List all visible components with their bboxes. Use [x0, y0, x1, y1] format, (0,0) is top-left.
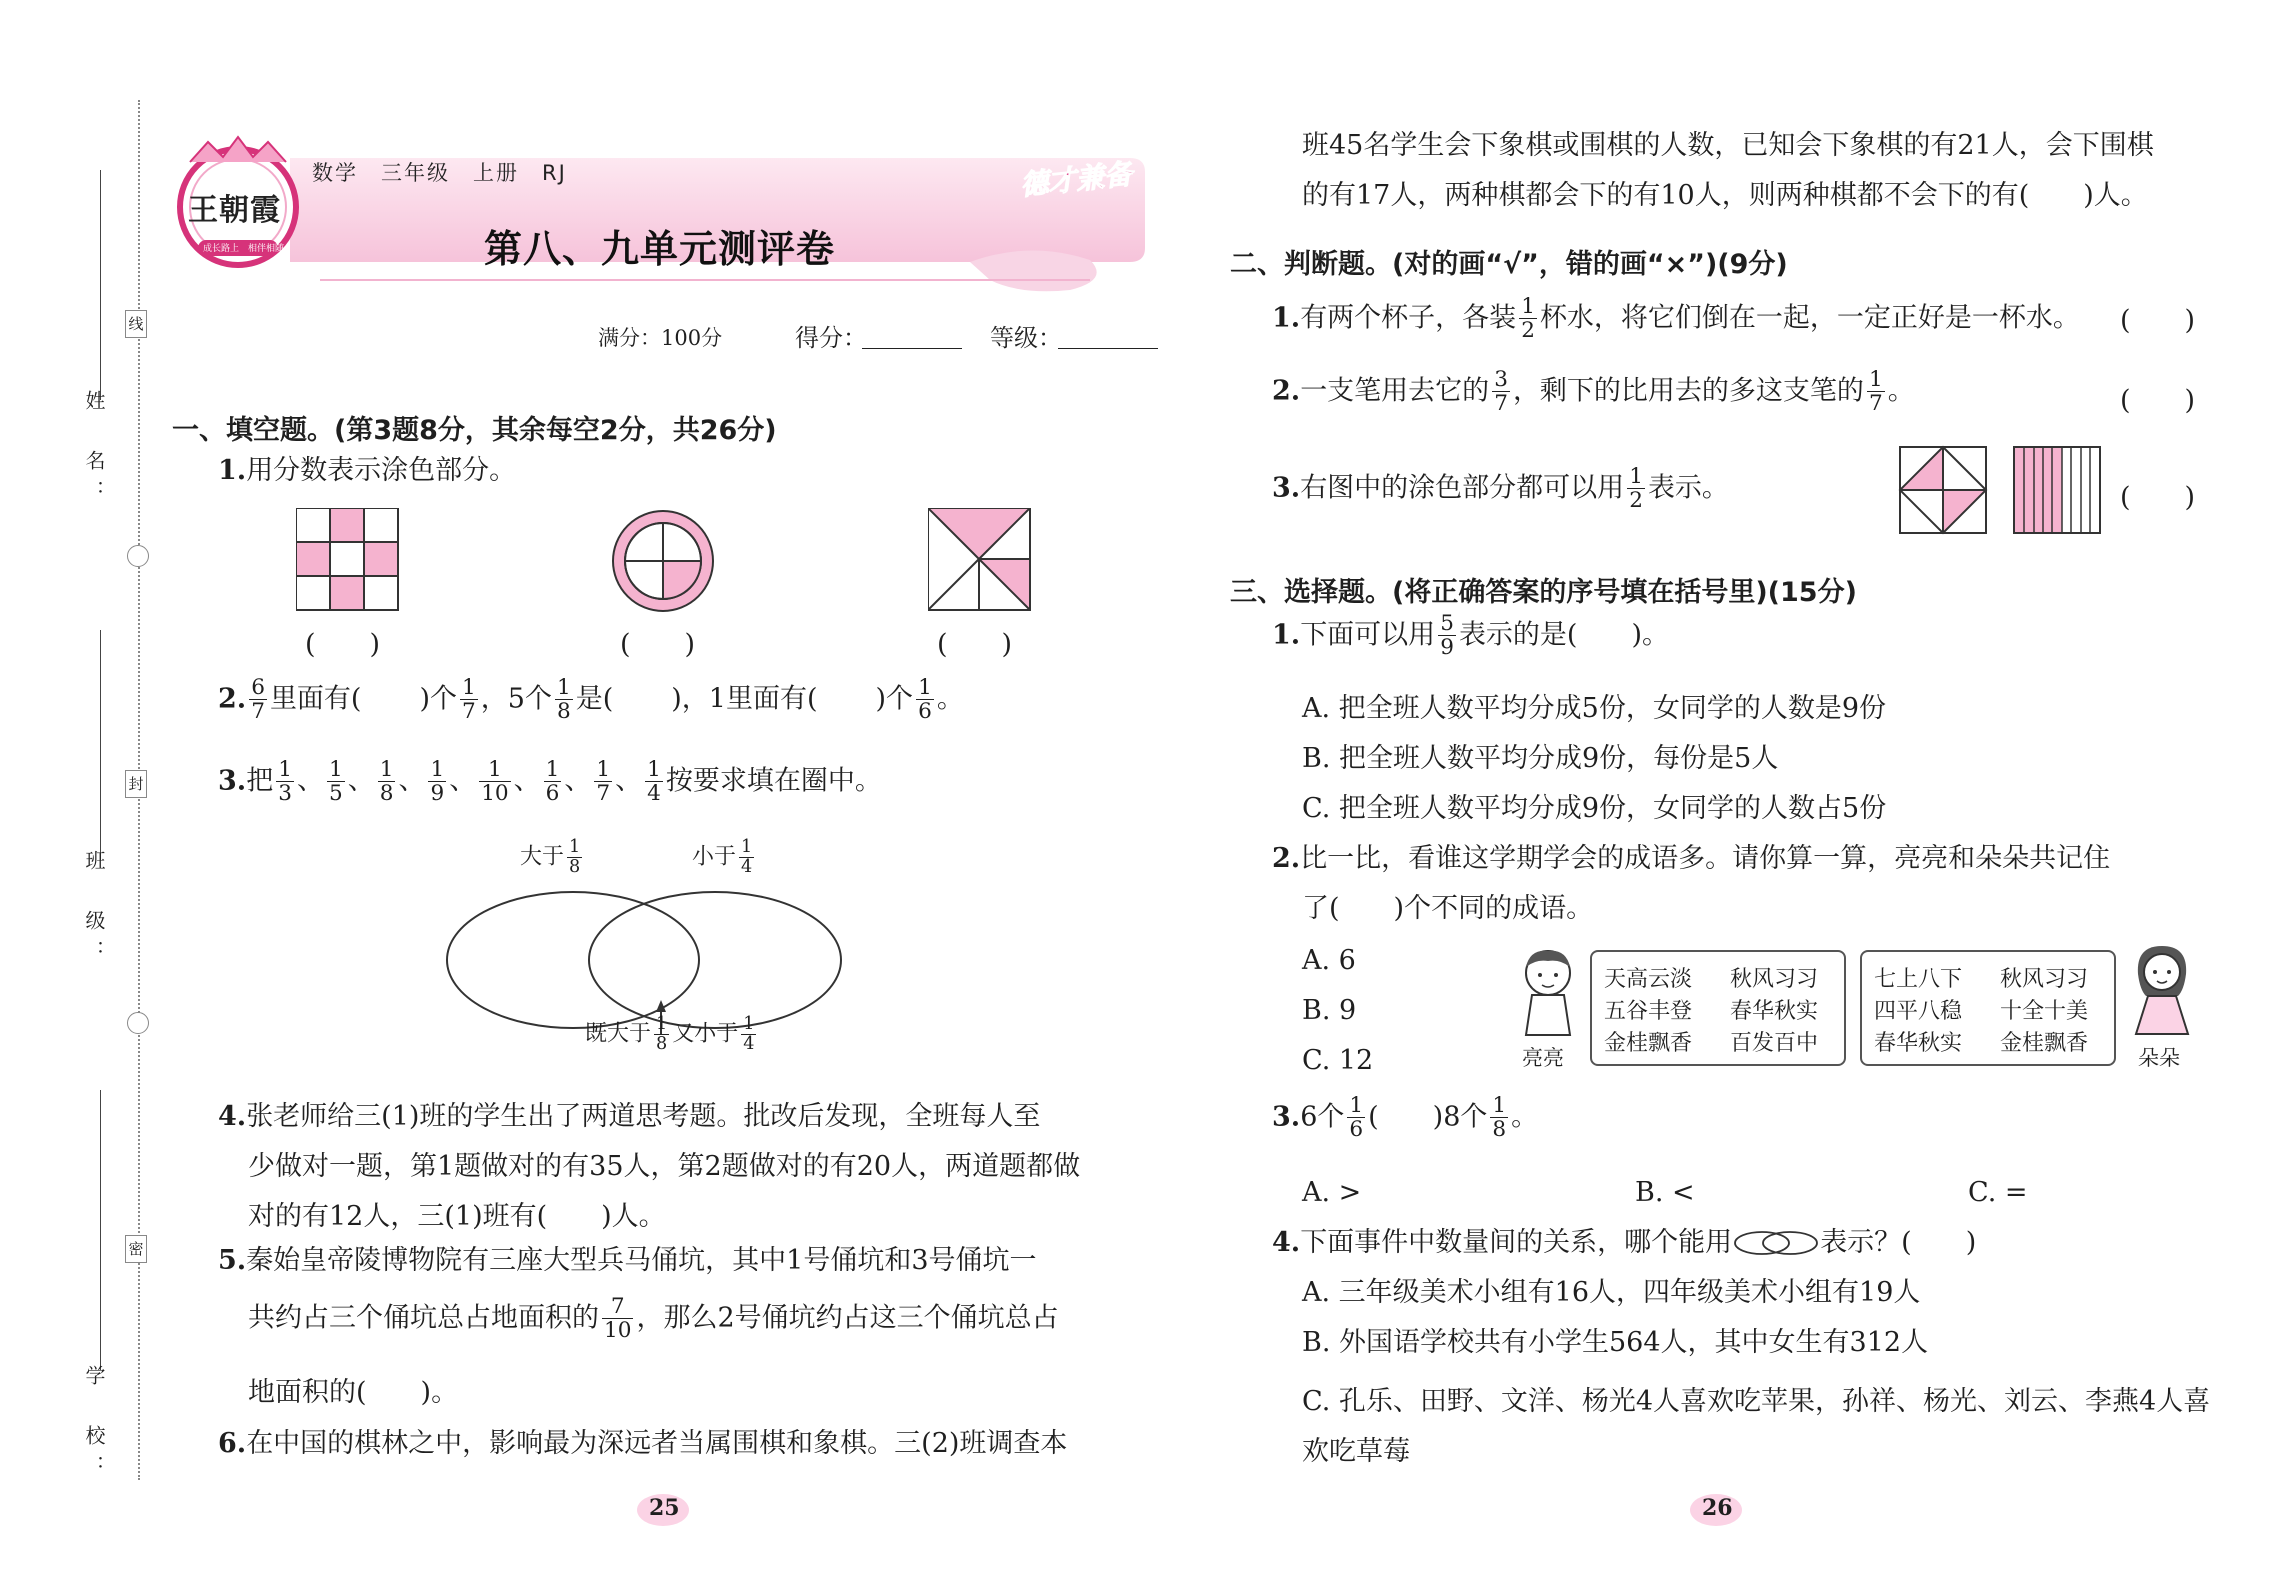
- choice-1-frac-den: 9: [1440, 635, 1454, 661]
- figure-circle: [610, 508, 716, 614]
- q5-line-2: [248, 1295, 1059, 1343]
- seal-char-seal: 封: [125, 770, 147, 798]
- venn-right-label: [692, 838, 757, 877]
- q1-answer-3[interactable]: ( ): [937, 629, 1013, 660]
- judge-1-frac-den: 2: [1521, 318, 1535, 344]
- q3-post: 按要求填在圈中。: [665, 765, 882, 797]
- idiom-1-2: 秋风习习: [1730, 967, 1819, 992]
- venn-mid-frac-1-num: 1: [656, 1014, 668, 1034]
- q2-frac-3: [555, 676, 573, 724]
- venn-left-label: [520, 838, 585, 877]
- q5-text-1: 秦始皇帝陵博物院有三座大型兵马俑坑，其中1号俑坑和3号俑坑一: [246, 1245, 1037, 1276]
- q3-separator: 、: [564, 765, 592, 797]
- choice-3-option-a[interactable]: A. >: [1302, 1177, 1362, 1208]
- choice-3-frac-1-num: 1: [1349, 1093, 1364, 1118]
- q2-text-3: ，5个: [480, 683, 552, 715]
- choice-1-option-a[interactable]: A. 把全班人数平均分成5份，女同学的人数是9份: [1302, 693, 1887, 724]
- judge-3-figure-stripes: [2012, 445, 2104, 537]
- section-fill-blank: 一、填空题。(第3题8分，其余每空2分，共26分): [172, 415, 777, 446]
- q4-line-1: 张老师给三(1)班的学生出了两道思考题。批改后发现，全班每人至: [246, 1101, 1041, 1132]
- header-meta: 数学 三年级 上册 RJ: [312, 161, 567, 185]
- q3-frac-num: 1: [545, 757, 560, 782]
- q2-frac-1-num: 6: [251, 675, 265, 700]
- q2-text-2: )个: [419, 683, 458, 715]
- choice-1-num: 1.: [1272, 619, 1301, 651]
- q1-text: 用分数表示涂色部分。: [246, 455, 517, 486]
- brand-subtitle: 成长路上 相伴相随: [203, 244, 285, 254]
- q3-frac-num: 1: [596, 757, 611, 782]
- q6-line-3: 的有17人，两种棋都会下的有10人，则两种棋都不会下的有( )人。: [1302, 180, 2148, 211]
- venn-left-text: 大于: [520, 844, 565, 870]
- q3-num: 3.: [218, 765, 247, 797]
- q2-frac-4-num: 1: [918, 675, 932, 700]
- score-label: 得分：: [795, 324, 867, 352]
- page-title: 第八、九单元测评卷: [484, 227, 836, 271]
- q2-frac-4-den: 6: [918, 699, 932, 725]
- judge-1-text-a: 有两个杯子，各装: [1300, 302, 1517, 334]
- q3-frac-den: 10: [481, 781, 509, 807]
- judge-3-text-a: 右图中的涂色部分都可以用: [1300, 472, 1625, 504]
- judge-3-figure-diamond: [1898, 445, 1990, 537]
- q3: [218, 758, 882, 806]
- q1-answer-1[interactable]: ( ): [305, 629, 381, 660]
- q5-line-1: [218, 1245, 1037, 1276]
- q2-frac-1: [249, 676, 267, 724]
- venn-icon: [1732, 1230, 1820, 1256]
- q1-num: 1.: [218, 455, 247, 486]
- q6-line-2: 班45名学生会下象棋或围棋的人数，已知会下象棋的有21人，会下围棋: [1302, 130, 2154, 161]
- section-choice: 三、选择题。(将正确答案的序号填在括号里)(15分): [1230, 577, 1857, 608]
- q6-text-1: 在中国的棋林之中，影响最为深远者当属围棋和象棋。三(2)班调查本: [246, 1428, 1068, 1459]
- choice-1-text-a: 下面可以用: [1300, 619, 1436, 651]
- choice-1-text-b: 表示的是( )。: [1458, 619, 1670, 651]
- idiom-box-liangliang: [1590, 950, 1846, 1066]
- venn-mid-label: [585, 1015, 759, 1054]
- seal-char-secret: 密: [125, 1235, 147, 1263]
- q6-line-1: [218, 1428, 1067, 1459]
- q2-text-4: 是(: [575, 683, 614, 715]
- judge-3: [1272, 465, 1729, 513]
- judge-2-text-a: 一支笔用去它的: [1300, 375, 1490, 407]
- idiom-2-1: 七上八下: [1874, 967, 1963, 992]
- judge-1-answer[interactable]: ( ): [2120, 305, 2196, 336]
- choice-3-option-b[interactable]: B. <: [1635, 1177, 1695, 1208]
- q3-frac-num: 1: [647, 757, 661, 782]
- venn-mid-frac-2-num: 1: [743, 1014, 755, 1034]
- q1-answer-2[interactable]: ( ): [620, 629, 696, 660]
- q5-text-2b: ，那么2号俑坑约占这三个俑坑总占: [636, 1302, 1059, 1334]
- choice-4-option-a[interactable]: A. 三年级美术小组有16人，四年级美术小组有19人: [1302, 1277, 1921, 1308]
- choice-3-text-c: 。: [1511, 1101, 1539, 1133]
- q4-line-2: 少做对一题，第1题做对的有35人，第2题做对的有20人，两道题都做: [248, 1151, 1081, 1182]
- q2-text-5: )，1里面有(: [671, 683, 818, 715]
- judge-2-frac-2-num: 1: [1868, 367, 1883, 392]
- q2-frac-3-num: 1: [556, 675, 571, 700]
- choice-3-text-a: 6个: [1300, 1101, 1345, 1133]
- choice-3-text-b: ( )8个: [1368, 1101, 1488, 1133]
- choice-2-option-b[interactable]: B. 9: [1302, 995, 1357, 1026]
- full-score: 满分：100分: [598, 326, 723, 350]
- judge-2-num: 2.: [1272, 375, 1301, 407]
- venn-right-text: 小于: [692, 844, 737, 870]
- name-label: 姓 名：: [82, 390, 106, 510]
- idiom-1-1: 天高云淡: [1604, 967, 1693, 992]
- choice-2-num: 2.: [1272, 843, 1301, 874]
- choice-2-line-2: 了( )个不同的成语。: [1302, 893, 1594, 924]
- q5-text-2a: 共约占三个俑坑总占地面积的: [248, 1302, 599, 1334]
- judge-3-frac-den: 2: [1629, 488, 1643, 514]
- q3-pre: 把: [246, 765, 274, 797]
- figure-triangles: [928, 508, 1032, 612]
- motto-badge: 德才兼备: [1018, 157, 1134, 202]
- q2-text-6: )个: [875, 683, 914, 715]
- seal-char-line: 线: [125, 310, 147, 338]
- judge-3-text-b: 表示。: [1647, 472, 1729, 504]
- venn-left-frac-den: 8: [569, 857, 581, 877]
- idiom-1-4: 春华秋实: [1730, 999, 1819, 1024]
- judge-1-text-b: 杯水，将它们倒在一起，一定正好是一杯水。: [1539, 302, 2080, 334]
- q5-frac-num: 7: [602, 1295, 633, 1319]
- q3-separator: 、: [398, 765, 426, 797]
- judge-1-num: 1.: [1272, 302, 1301, 334]
- q3-frac: [479, 758, 510, 806]
- venn-left-frac: [567, 838, 582, 877]
- judge-2-frac-1-num: 3: [1494, 367, 1508, 392]
- q3-frac: [378, 758, 396, 806]
- choice-2-line-1: [1272, 843, 2110, 874]
- venn-mid-frac-2-den: 4: [743, 1034, 755, 1054]
- choice-3-num: 3.: [1272, 1101, 1301, 1133]
- page-number-right: 26: [1702, 1495, 1733, 1521]
- judge-2-frac-2: [1867, 368, 1885, 416]
- q3-frac-den: 9: [430, 781, 445, 807]
- judge-2-text-c: 。: [1887, 375, 1915, 407]
- q3-frac: [544, 758, 562, 806]
- q2-frac-4: [916, 676, 934, 724]
- idiom-2-2: 秋风习习: [2000, 967, 2089, 992]
- class-label: 班 级：: [82, 850, 106, 970]
- q5-frac-den: 10: [604, 1318, 632, 1344]
- judge-3-frac: [1627, 465, 1645, 513]
- boy-name: 亮亮: [1522, 1046, 1564, 1070]
- choice-2-option-c[interactable]: C. 12: [1302, 1045, 1374, 1076]
- venn-mid-frac-1-den: 8: [656, 1034, 668, 1054]
- choice-3-option-c[interactable]: C. =: [1968, 1177, 2028, 1208]
- judge-2-frac-1: [1492, 368, 1510, 416]
- q3-frac-num: 1: [479, 758, 510, 782]
- q3-frac-num: 1: [430, 757, 445, 782]
- q2: [218, 676, 964, 724]
- q3-frac-den: 6: [545, 781, 560, 807]
- judge-1-frac-num: 1: [1521, 294, 1535, 319]
- choice-4-option-c[interactable]: C. 孔乐、田野、文洋、杨光4人喜欢吃苹果，孙祥、杨光、刘云、李燕4人喜欢吃草莓: [1302, 1386, 2211, 1467]
- girl-name: 朵朵: [2138, 1046, 2180, 1070]
- judge-2-frac-2-den: 7: [1868, 391, 1883, 417]
- girl-illustration: [2122, 940, 2202, 1040]
- judge-2-frac-1-den: 7: [1494, 391, 1508, 417]
- q3-frac: [327, 758, 345, 806]
- judge-1: [1272, 295, 2080, 343]
- q2-text-1: 里面有(: [269, 683, 362, 715]
- venn-left-frac-num: 1: [569, 837, 581, 857]
- idiom-2-6: 金桂飘香: [2000, 1031, 2089, 1056]
- q3-fraction-list: [273, 757, 666, 807]
- choice-4-text-a: 下面事件中数量间的关系，哪个能用: [1300, 1227, 1733, 1258]
- q3-separator: 、: [615, 765, 643, 797]
- q3-frac: [428, 758, 446, 806]
- q3-frac-num: 1: [379, 757, 394, 782]
- q1: [218, 455, 516, 486]
- q2-num: 2.: [218, 683, 247, 715]
- venn-mid-frac-1: [654, 1015, 669, 1054]
- q3-frac-den: 4: [647, 781, 661, 807]
- q4: [218, 1092, 1080, 1242]
- choice-4: [1272, 1227, 1976, 1258]
- idiom-2-5: 春华秋实: [1874, 1031, 1963, 1056]
- binder-hole-2: [127, 1012, 149, 1034]
- choice-3: [1272, 1094, 1538, 1142]
- q5-num: 5.: [218, 1245, 247, 1276]
- venn-mid-text-2: 又小于: [672, 1021, 739, 1047]
- binder-hole-1: [127, 545, 149, 567]
- section-true-false: 二、判断题。(对的画“√”，错的画“×”)(9分): [1230, 249, 1788, 280]
- venn-right-frac: [739, 838, 754, 877]
- judge-3-answer[interactable]: ( ): [2120, 482, 2196, 513]
- q6-num: 6.: [218, 1428, 247, 1459]
- grade-input[interactable]: [1058, 348, 1158, 349]
- choice-1-frac-num: 5: [1440, 611, 1454, 636]
- judge-2-text-b: ，剩下的比用去的多这支笔的: [1512, 375, 1864, 407]
- grade-label: 等级：: [990, 324, 1062, 352]
- judge-1-frac: [1519, 295, 1537, 343]
- page-number-left: 25: [649, 1495, 680, 1521]
- choice-1-frac: [1438, 612, 1456, 660]
- q2-frac-1-den: 7: [251, 699, 265, 725]
- score-input[interactable]: [862, 348, 962, 349]
- name-underline: [100, 170, 101, 400]
- judge-2-answer[interactable]: ( ): [2120, 385, 2196, 416]
- q3-frac-den: 3: [278, 781, 292, 807]
- idiom-box-duoduo: [1860, 950, 2116, 1066]
- choice-1-option-c[interactable]: C. 把全班人数平均分成9份，女同学的人数占5份: [1302, 793, 1887, 824]
- q3-separator: 、: [296, 765, 324, 797]
- idiom-2-4: 十全十美: [2000, 999, 2089, 1024]
- choice-3-frac-2: [1490, 1094, 1508, 1142]
- judge-3-num: 3.: [1272, 472, 1301, 504]
- q2-frac-2-num: 1: [462, 675, 476, 700]
- venn-mid-frac-2: [741, 1015, 756, 1054]
- choice-3-frac-2-den: 8: [1492, 1117, 1507, 1143]
- venn-right-frac-num: 1: [741, 837, 753, 857]
- q3-frac-den: 5: [328, 781, 343, 807]
- q3-frac-num: 1: [278, 757, 292, 782]
- q3-separator: 、: [513, 765, 541, 797]
- q3-frac: [594, 758, 612, 806]
- venn-right-frac-den: 4: [741, 857, 753, 877]
- q2-text-7: 。: [936, 683, 964, 715]
- q5-frac: [602, 1295, 633, 1343]
- q3-frac: [645, 758, 663, 806]
- idiom-1-6: 百发百中: [1730, 1031, 1819, 1056]
- brand-name: 王朝霞: [188, 193, 281, 228]
- q2-frac-2-den: 7: [462, 699, 476, 725]
- choice-3-frac-2-num: 1: [1492, 1093, 1507, 1118]
- q2-frac-3-den: 8: [556, 699, 571, 725]
- choice-1: [1272, 612, 1669, 660]
- q3-separator: 、: [347, 765, 375, 797]
- choice-4-num: 4.: [1272, 1227, 1301, 1258]
- boy-illustration: [1508, 945, 1588, 1040]
- q4-line-3: 对的有12人，三(1)班有( )人。: [248, 1201, 666, 1232]
- q5-line-3: 地面积的( )。: [248, 1377, 459, 1408]
- choice-1-option-b[interactable]: B. 把全班人数平均分成9份，每份是5人: [1302, 743, 1779, 774]
- q3-frac: [276, 758, 294, 806]
- choice-3-frac-1: [1347, 1094, 1365, 1142]
- q4-num: 4.: [218, 1101, 247, 1132]
- judge-2: [1272, 368, 1915, 416]
- judge-3-frac-num: 1: [1629, 464, 1643, 489]
- choice-4-option-b[interactable]: B. 外国语学校共有小学生564人，其中女生有312人: [1302, 1327, 1929, 1358]
- choice-4-text-b: 表示？( ): [1820, 1227, 1977, 1258]
- header-banner: [170, 130, 1150, 300]
- school-label: 学 校：: [82, 1365, 106, 1485]
- q3-separator: 、: [449, 765, 477, 797]
- q3-frac-den: 7: [596, 781, 611, 807]
- idiom-1-3: 五谷丰登: [1604, 999, 1693, 1024]
- q2-frac-2: [460, 676, 478, 724]
- figure-grid: [296, 508, 400, 612]
- school-underline: [100, 1090, 101, 1370]
- venn-mid-text-1: 既大于: [585, 1021, 652, 1047]
- q3-frac-num: 1: [328, 757, 343, 782]
- choice-2-text-1: 比一比，看谁这学期学会的成语多。请你算一算，亮亮和朵朵共记住: [1300, 843, 2111, 874]
- q3-frac-den: 8: [379, 781, 394, 807]
- idiom-1-5: 金桂飘香: [1604, 1031, 1693, 1056]
- class-underline: [100, 630, 101, 860]
- choice-3-frac-1-den: 6: [1349, 1117, 1364, 1143]
- choice-2-option-a[interactable]: A. 6: [1302, 945, 1356, 976]
- idiom-2-3: 四平八稳: [1874, 999, 1963, 1024]
